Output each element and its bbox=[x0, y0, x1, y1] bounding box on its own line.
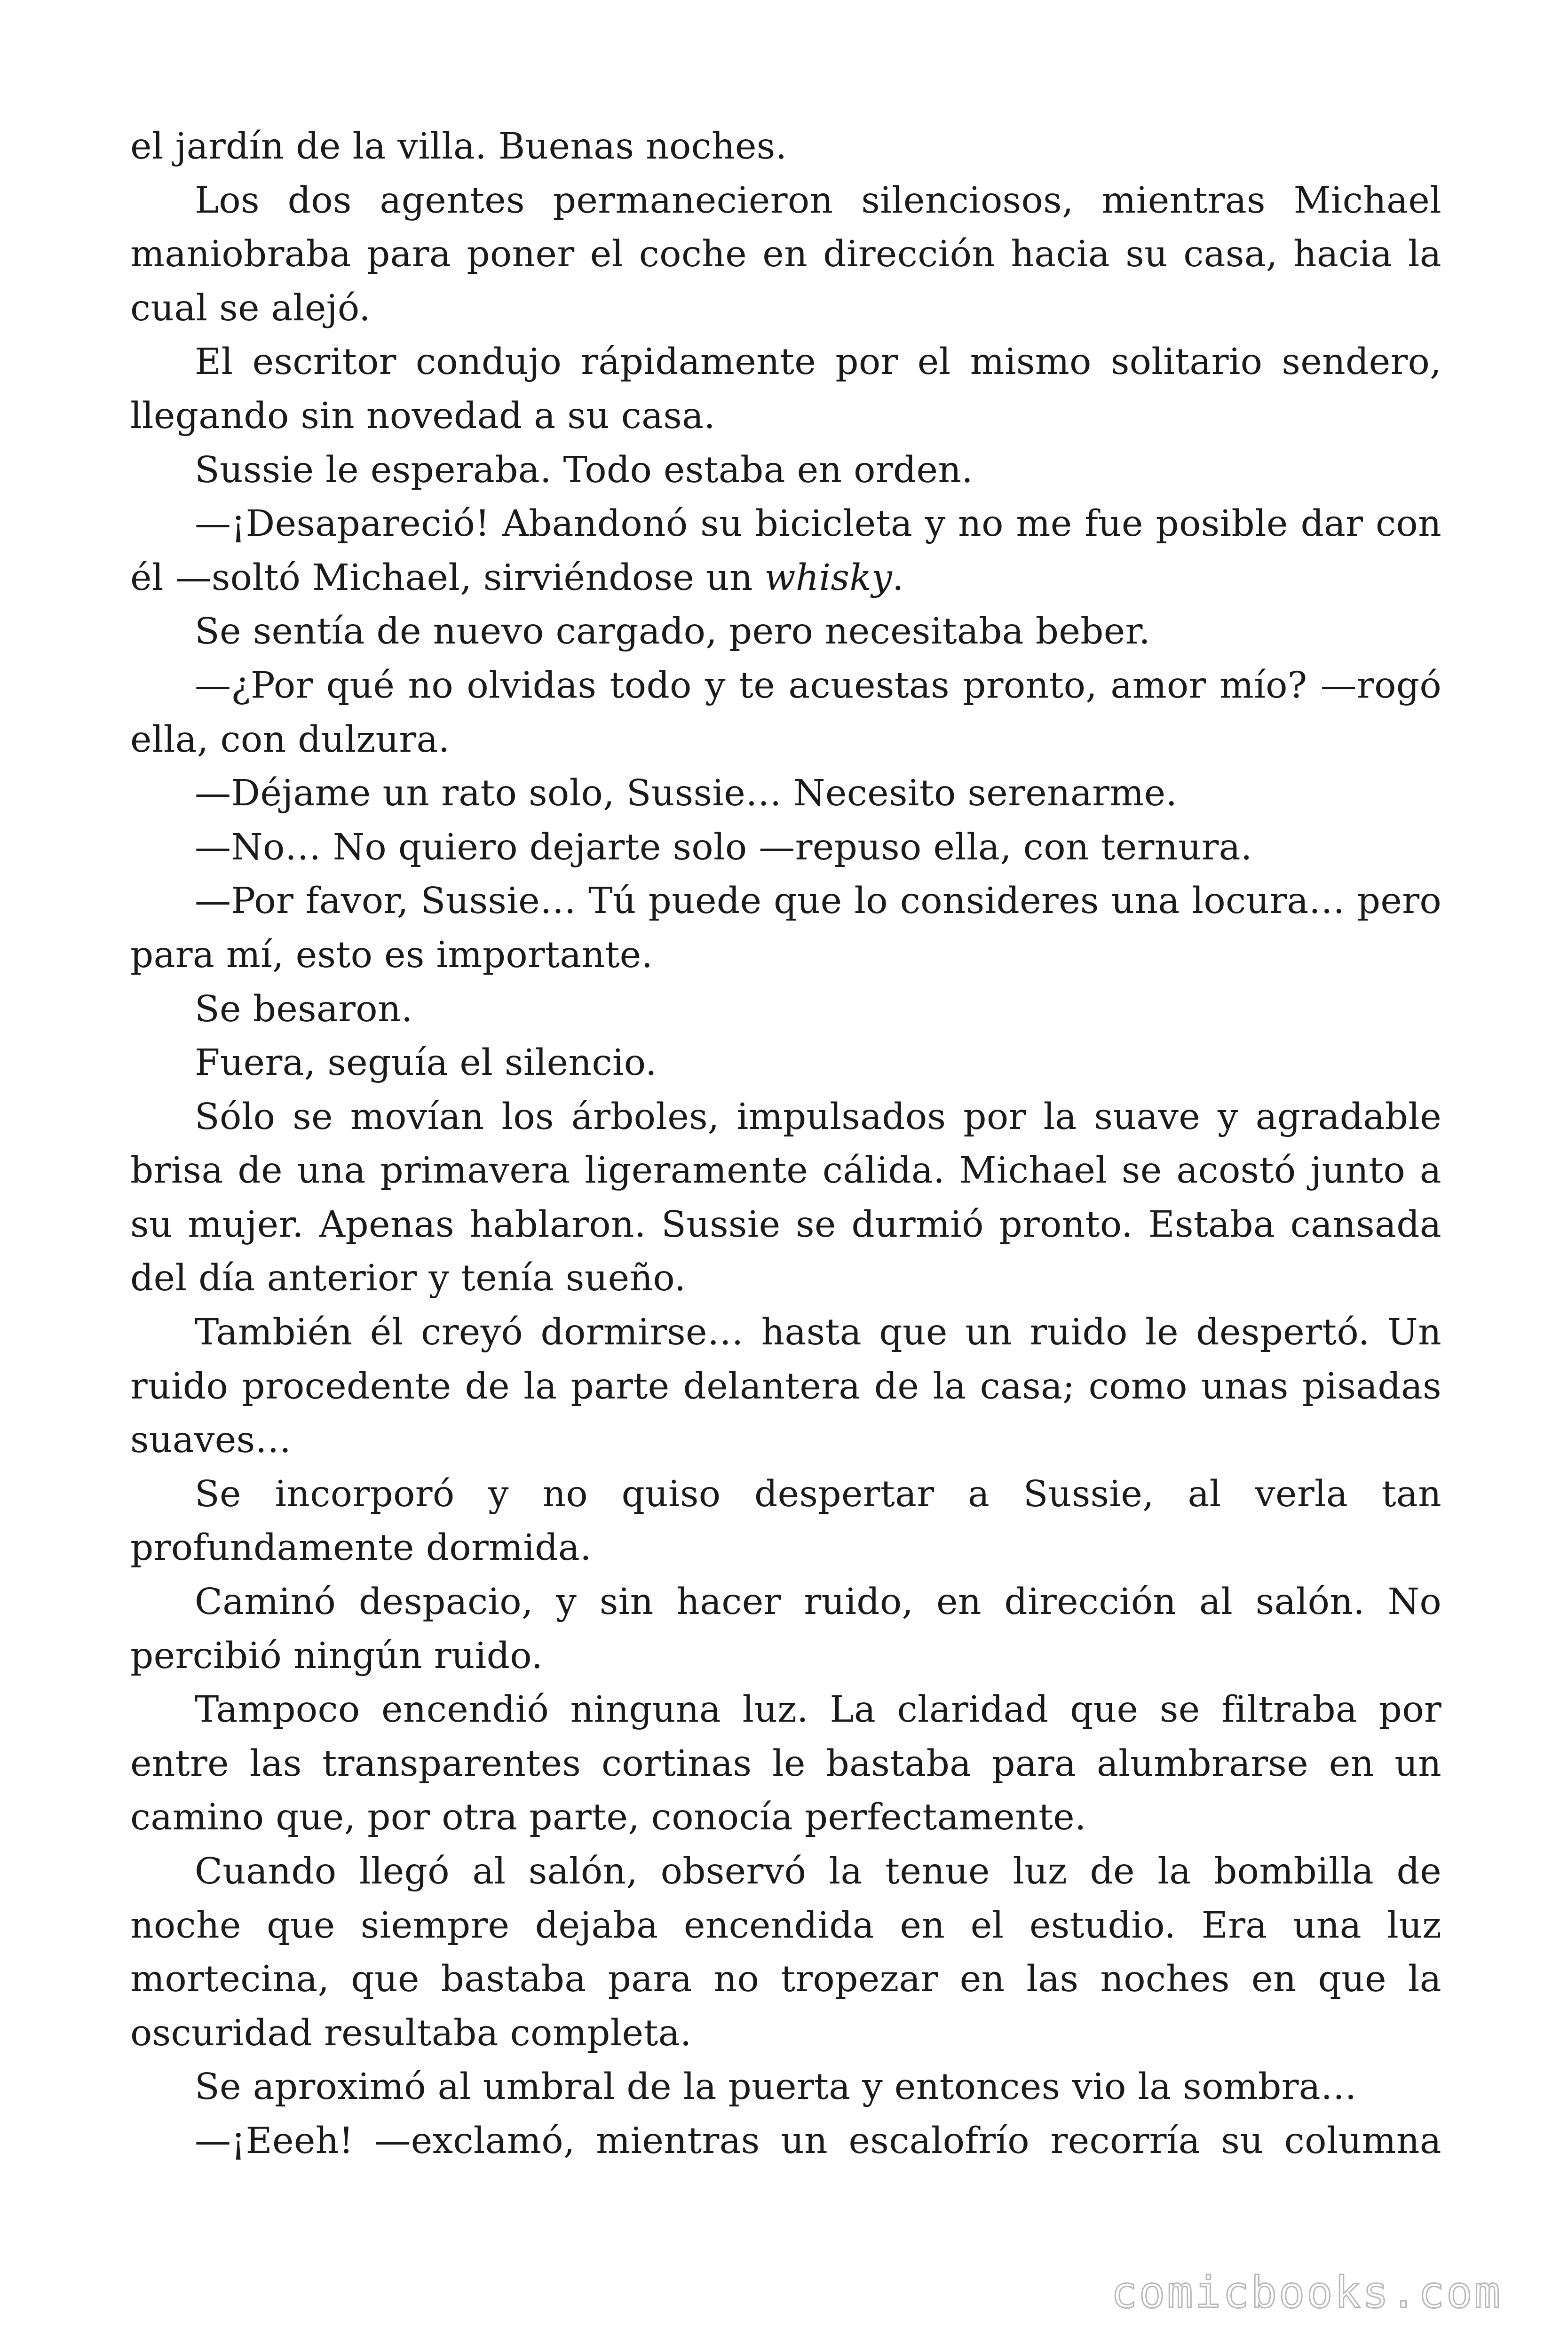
paragraph-11: Se besaron. bbox=[195, 988, 413, 1030]
paragraph-12: Fuera, seguía el silencio. bbox=[195, 1042, 657, 1084]
paragraph-10: —Por favor, Sussie… Tú puede que lo consideres una locura… pero para mí, esto es importante. bbox=[130, 880, 1441, 976]
paragraph-4: Sussie le esperaba. Todo estaba en orden. bbox=[195, 449, 974, 491]
paragraph-15: Se incorporó y no quiso despertar a Sussie, al verla tan profundamente dormida. bbox=[130, 1473, 1441, 1569]
page-body bbox=[130, 120, 1441, 2169]
paragraph-1: el jardín de la villa. Buenas noches. bbox=[130, 126, 787, 167]
paragraph-20: —¡Eeeh! —exclamó, mientras un escalofrío recorría su columna bbox=[195, 2120, 1441, 2162]
paragraph-5 bbox=[130, 497, 1441, 605]
paragraph-13: Sólo se movían los árboles, impulsados por la suave y agradable brisa de una primavera ligeramente cálida. Michael se acostó junto a su mujer. Apenas hablaron. Sussie se durmió pronto. Estaba cansada del día anterior y tenía sueño. bbox=[130, 1096, 1441, 1300]
paragraph-16: Caminó despacio, y sin hacer ruido, en dirección al salón. No percibió ningún ruido. bbox=[130, 1581, 1441, 1677]
emphasis-whisky: whisky bbox=[764, 556, 893, 599]
paragraph-14: También él creyó dormirse… hasta que un ruido le despertó. Un ruido procedente de la parte delantera de la casa; como unas pisadas suaves… bbox=[130, 1311, 1441, 1462]
paragraph-9: —No… No quiero dejarte solo —repuso ella, con ternura. bbox=[195, 826, 1252, 868]
paragraph-8: —Déjame un rato solo, Sussie… Necesito serenarme. bbox=[195, 772, 1178, 815]
paragraph-2: Los dos agentes permanecieron silenciosos, mientras Michael maniobraba para poner el coche en dirección hacia su casa, hacia la cual se alejó. bbox=[130, 179, 1441, 329]
paragraph-3: El escritor condujo rápidamente por el mismo solitario sendero, llegando sin novedad a su casa. bbox=[130, 341, 1441, 437]
watermark-logo: comicbooks.com bbox=[1111, 2267, 1502, 2318]
paragraph-5-text: —¡Desapareció! Abandonó su bicicleta y no me fue posible dar con él —soltó Michael, sirviéndose un bbox=[130, 503, 1441, 599]
paragraph-17: Tampoco encendió ninguna luz. La claridad que se filtraba por entre las transparentes cortinas le bastaba para alumbrarse en un camino que, por otra parte, conocía perfectamente. bbox=[130, 1689, 1441, 1839]
paragraph-7: —¿Por qué no olvidas todo y te acuestas pronto, amor mío? —rogó ella, con dulzura. bbox=[130, 664, 1441, 761]
paragraph-6: Se sentía de nuevo cargado, pero necesitaba beber. bbox=[195, 611, 1151, 653]
paragraph-19: Se aproximó al umbral de la puerta y entonces vio la sombra… bbox=[195, 2066, 1357, 2108]
paragraph-5-end: . bbox=[892, 556, 904, 599]
paragraph-18: Cuando llegó al salón, observó la tenue luz de la bombilla de noche que siempre dejaba encendida en el estudio. Era una luz mortecina, que bastaba para no tropezar en las noches en que la oscuridad resultaba completa. bbox=[130, 1851, 1441, 2054]
